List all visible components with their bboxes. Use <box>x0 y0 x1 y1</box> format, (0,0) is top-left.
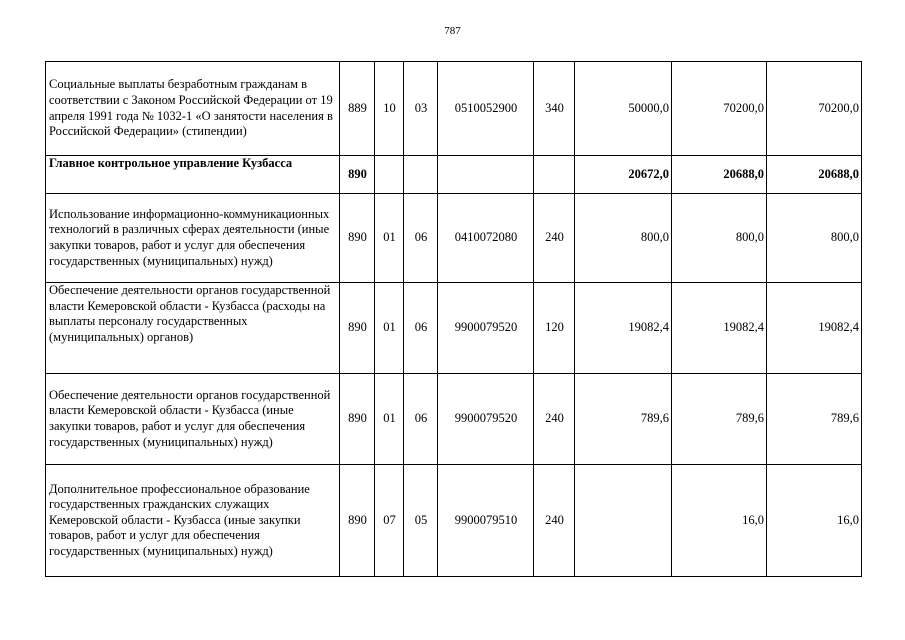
page-number: 787 <box>444 25 461 37</box>
row-description: Обеспечение деятельности органов государственной власти Кемеровской области - Кузбасса (расходы на выплаты персоналу государственных (муниципальных) органов) <box>46 283 340 374</box>
subsection-code: 06 <box>404 283 438 374</box>
amount-year-1: 800,0 <box>575 194 672 283</box>
ministry-code: 890 <box>340 374 375 465</box>
row-description: Обеспечение деятельности органов государственной власти Кемеровской области - Кузбасса (иные закупки товаров, работ и услуг для обеспечения государственных (муниципальных) нужд) <box>46 374 340 465</box>
amount-year-2: 70200,0 <box>672 62 767 156</box>
amount-year-1: 19082,4 <box>575 283 672 374</box>
expense-type-code: 240 <box>534 194 575 283</box>
amount-year-2: 789,6 <box>672 374 767 465</box>
table-row <box>46 156 862 194</box>
amount-year-3: 789,6 <box>767 374 862 465</box>
section-code <box>375 156 404 194</box>
ministry-code: 889 <box>340 62 375 156</box>
section-code: 10 <box>375 62 404 156</box>
amount-year-3: 800,0 <box>767 194 862 283</box>
expense-type-code <box>534 156 575 194</box>
target-article-code: 0510052900 <box>438 62 534 156</box>
table-row <box>46 465 862 577</box>
ministry-code: 890 <box>340 283 375 374</box>
section-code: 01 <box>375 374 404 465</box>
row-description: Дополнительное профессиональное образование государственных гражданских служащих Кемеровской области - Кузбасса (иные закупки товаров, работ и услуг для обеспечения государственных (муниципальных) нужд) <box>46 465 340 577</box>
row-description: Главное контрольное управление Кузбасса <box>46 156 340 194</box>
amount-year-1: 50000,0 <box>575 62 672 156</box>
target-article-code: 0410072080 <box>438 194 534 283</box>
amount-year-3: 16,0 <box>767 465 862 577</box>
amount-year-1: 20672,0 <box>575 156 672 194</box>
amount-year-3: 70200,0 <box>767 62 862 156</box>
table-row <box>46 62 862 156</box>
subsection-code: 05 <box>404 465 438 577</box>
ministry-code: 890 <box>340 465 375 577</box>
amount-year-2: 19082,4 <box>672 283 767 374</box>
amount-year-1 <box>575 465 672 577</box>
section-code: 07 <box>375 465 404 577</box>
row-description: Использование информационно-коммуникационных технологий в различных сферах деятельности (иные закупки товаров, работ и услуг для обеспечения государственных (муниципальных) нужд) <box>46 194 340 283</box>
target-article-code: 9900079520 <box>438 374 534 465</box>
table-row <box>46 283 862 374</box>
expense-type-code: 240 <box>534 465 575 577</box>
subsection-code: 06 <box>404 374 438 465</box>
row-description: Социальные выплаты безработным гражданам в соответствии с Законом Российской Федерации от 19 апреля 1991 года № 1032-1 «О занятости населения в Российской Федерации» (стипендии) <box>46 62 340 156</box>
target-article-code: 9900079510 <box>438 465 534 577</box>
table-row <box>46 194 862 283</box>
table-row <box>46 374 862 465</box>
expense-type-code: 340 <box>534 62 575 156</box>
ministry-code: 890 <box>340 156 375 194</box>
section-code: 01 <box>375 194 404 283</box>
subsection-code: 03 <box>404 62 438 156</box>
target-article-code <box>438 156 534 194</box>
amount-year-2: 800,0 <box>672 194 767 283</box>
amount-year-3: 20688,0 <box>767 156 862 194</box>
expense-type-code: 240 <box>534 374 575 465</box>
amount-year-2: 20688,0 <box>672 156 767 194</box>
amount-year-2: 16,0 <box>672 465 767 577</box>
subsection-code <box>404 156 438 194</box>
amount-year-3: 19082,4 <box>767 283 862 374</box>
ministry-code: 890 <box>340 194 375 283</box>
target-article-code: 9900079520 <box>438 283 534 374</box>
amount-year-1: 789,6 <box>575 374 672 465</box>
expense-type-code: 120 <box>534 283 575 374</box>
budget-table <box>45 61 862 577</box>
section-code: 01 <box>375 283 404 374</box>
subsection-code: 06 <box>404 194 438 283</box>
